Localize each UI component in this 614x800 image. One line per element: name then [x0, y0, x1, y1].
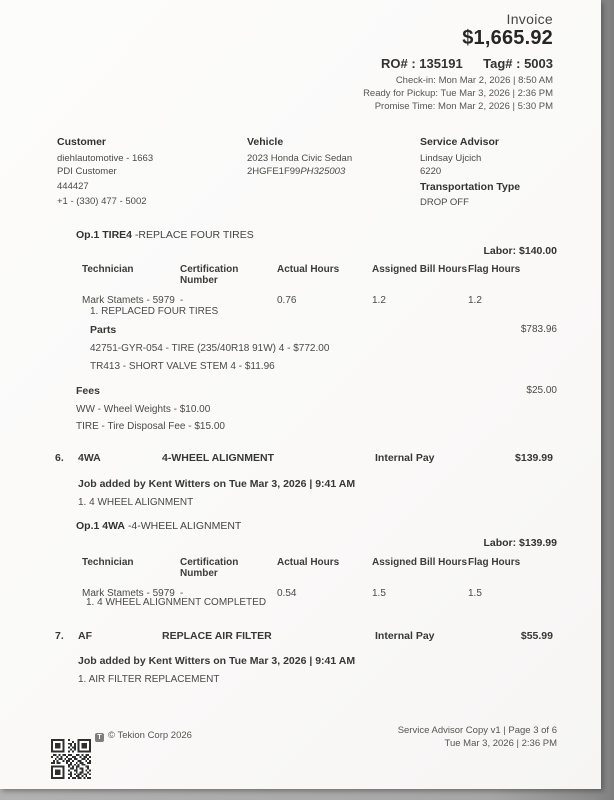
tag-number: Tag# : 5003	[483, 56, 553, 71]
cell-assigned-bill-hours: 1.2	[372, 295, 386, 306]
service-advisor-name: Lindsay Ujcich	[420, 153, 482, 164]
op-4wa-code: Op.1 4WA	[76, 520, 126, 532]
cell-actual-hours: 0.76	[277, 295, 297, 306]
job6-code: 4WA	[78, 452, 101, 464]
transportation-block	[420, 181, 570, 209]
parts-label: Parts	[90, 324, 117, 336]
fees-label: Fees	[76, 385, 100, 397]
cell-cert-number: -	[180, 588, 184, 599]
col-assigned-bill-hours: Assigned Bill Hours	[372, 557, 468, 568]
op-4wa-header	[76, 520, 241, 532]
job7-pay-type: Internal Pay	[375, 630, 435, 642]
cell-flag-hours: 1.5	[468, 588, 482, 599]
copy-page-info: Service Advisor Copy v1 | Page 3 of 6	[397, 725, 557, 736]
checkin-time: Check-in: Mon Mar 2, 2026 | 8:50 AM	[395, 75, 553, 86]
job6-added-by: Job added by Kent Witters on Tue Mar 3, 2026 | 9:41 AM	[78, 478, 356, 490]
cell-flag-hours: 1.2	[468, 295, 482, 306]
cell-technician: Mark Stamets - 5979	[82, 295, 175, 306]
service-advisor-block	[420, 136, 570, 178]
col-actual-hours: Actual Hours	[277, 264, 340, 275]
col-cert-number: Certification Number	[180, 557, 239, 579]
vin-suffix: PH325003	[300, 166, 346, 177]
tekion-logo-icon: T	[95, 733, 104, 742]
cell-cert-number: -	[180, 295, 184, 306]
copyright-text: © Tekion Corp 2026	[108, 730, 192, 741]
op-tire-tech-table	[82, 264, 553, 306]
ro-tag-line	[381, 55, 553, 73]
labor-label: Labor:	[483, 245, 517, 257]
job6-number: 6.	[55, 452, 64, 464]
footer-datetime: Tue Mar 3, 2026 | 2:36 PM	[444, 738, 557, 749]
parts-total: $783.96	[520, 324, 557, 335]
op-4wa-tech-table	[82, 557, 553, 599]
vin-prefix: 2HGFE1F99	[247, 166, 301, 177]
op-tire-header	[76, 229, 254, 241]
vehicle-block	[247, 136, 412, 178]
invoice-title: Invoice	[506, 11, 553, 27]
ready-for-pickup-time: Ready for Pickup: Tue Mar 3, 2026 | 2:36 PM	[363, 88, 553, 99]
col-flag-hours: Flag Hours	[468, 264, 521, 275]
op-4wa-story: 1. 4 WHEEL ALIGNMENT COMPLETED	[86, 597, 267, 608]
service-advisor-label: Service Advisor	[420, 136, 499, 148]
customer-name: diehlautomotive - 1663	[57, 153, 154, 164]
promise-time: Promise Time: Mon Mar 2, 2026 | 5:30 PM	[374, 101, 553, 112]
op-tire-desc: -REPLACE FOUR TIRES	[134, 229, 254, 241]
op-tire-story: 1. REPLACED FOUR TIRES	[90, 306, 219, 317]
op-4wa-labor	[483, 537, 557, 549]
job6-name: 4-WHEEL ALIGNMENT	[162, 452, 274, 464]
labor-amount: $140.00	[519, 245, 557, 257]
cell-technician: Mark Stamets - 5979	[82, 588, 175, 599]
customer-label: Customer	[57, 136, 107, 148]
op-4wa-desc: -4-WHEEL ALIGNMENT	[127, 520, 242, 532]
fee-line: TIRE - Tire Disposal Fee - $15.00	[76, 421, 225, 432]
op-tire-code: Op.1 TIRE4	[76, 229, 133, 241]
op-tire-labor	[483, 245, 557, 257]
col-flag-hours: Flag Hours	[468, 557, 521, 568]
job7-number: 7.	[55, 630, 64, 642]
ro-number: RO# : 135191	[381, 56, 463, 71]
job6-pay-type: Internal Pay	[375, 452, 435, 464]
cell-actual-hours: 0.54	[277, 588, 297, 599]
vehicle-name: 2023 Honda Civic Sedan	[247, 153, 353, 164]
vehicle-label: Vehicle	[247, 136, 284, 148]
part-line: 42751-GYR-054 - TIRE (235/40R18 91W) 4 - $772.00	[90, 343, 330, 354]
col-technician: Technician	[82, 264, 134, 275]
job7-amount: $55.99	[520, 630, 553, 642]
fee-line: WW - Wheel Weights - $10.00	[76, 404, 211, 415]
transportation-label: Transportation Type	[420, 181, 521, 193]
job6-amount: $139.99	[515, 452, 553, 464]
job7-added-by: Job added by Kent Witters on Tue Mar 3, 2026 | 9:41 AM	[78, 655, 356, 667]
customer-type: PDI Customer	[57, 166, 117, 177]
col-technician: Technician	[82, 557, 134, 568]
customer-id: 444427	[57, 181, 89, 192]
customer-block	[57, 136, 237, 208]
job7-name: REPLACE AIR FILTER	[162, 630, 272, 642]
cell-assigned-bill-hours: 1.5	[372, 588, 386, 599]
job7-concern: 1. AIR FILTER REPLACEMENT	[78, 674, 220, 685]
labor-label: Labor:	[483, 537, 517, 549]
fees-total: $25.00	[526, 385, 557, 396]
col-cert-number: Certification Number	[180, 264, 239, 286]
col-assigned-bill-hours: Assigned Bill Hours	[372, 264, 468, 275]
copyright-line	[95, 725, 192, 743]
job7-code: AF	[78, 630, 92, 642]
job6-concern: 1. 4 WHEEL ALIGNMENT	[78, 497, 194, 508]
labor-amount: $139.99	[519, 537, 557, 549]
service-advisor-number: 6220	[420, 166, 442, 177]
customer-phone: +1 - (330) 477 - 5002	[57, 196, 147, 207]
part-line: TR413 - SHORT VALVE STEM 4 - $11.96	[90, 361, 275, 372]
invoice-total: $1,665.92	[462, 27, 553, 49]
vehicle-vin	[247, 165, 412, 178]
col-actual-hours: Actual Hours	[277, 557, 340, 568]
qr-code	[51, 739, 91, 784]
transportation-value: DROP OFF	[420, 197, 469, 208]
